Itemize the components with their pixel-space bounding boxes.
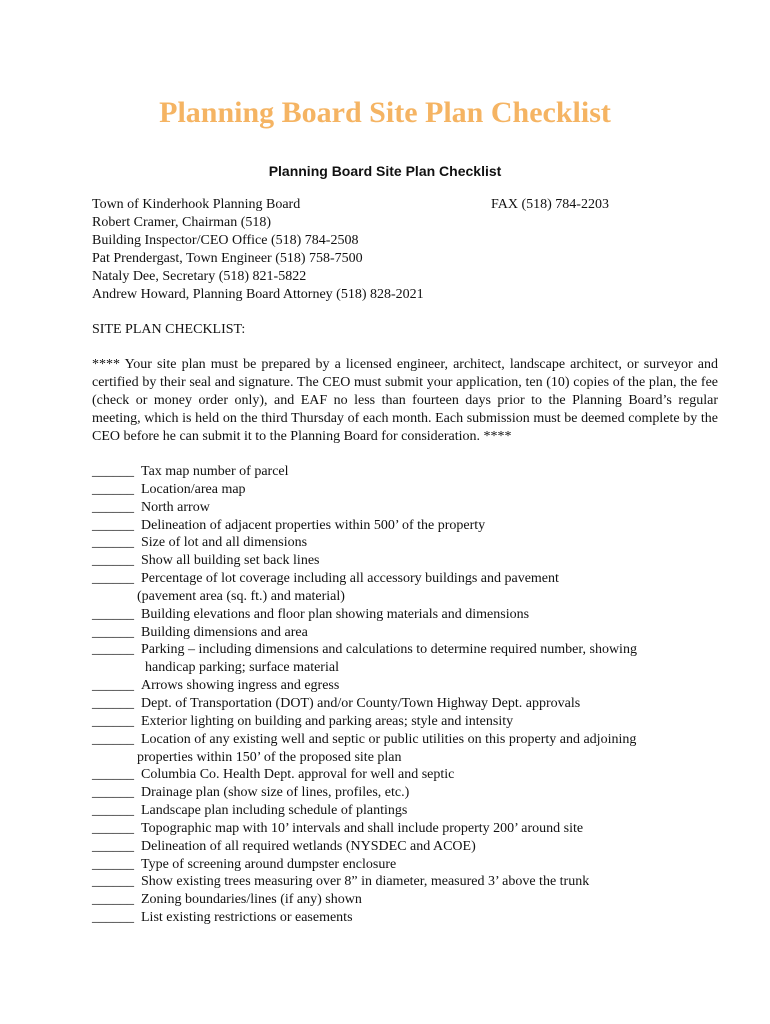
checklist-item-text: Dept. of Transportation (DOT) and/or County/Town Highway Dept. approvals xyxy=(141,695,581,711)
checklist-blank[interactable]: ______ xyxy=(92,553,134,569)
checklist-blank[interactable]: ______ xyxy=(92,874,134,890)
checklist-blank[interactable]: ______ xyxy=(92,678,134,694)
checklist-blank[interactable]: ______ xyxy=(92,535,134,551)
document-title: Planning Board Site Plan Checklist xyxy=(159,96,611,129)
checklist-item xyxy=(92,820,732,838)
checklist-blank[interactable]: ______ xyxy=(92,820,134,836)
contact-line: Building Inspector/CEO Office (518) 784-2508 xyxy=(92,233,359,248)
checklist-blank[interactable]: ______ xyxy=(92,499,134,515)
checklist-blank[interactable]: ______ xyxy=(92,606,134,622)
checklist-item xyxy=(92,695,732,713)
checklist-item xyxy=(92,802,732,820)
checklist-item xyxy=(92,552,732,570)
checklist-blank[interactable]: ______ xyxy=(92,910,134,926)
checklist-item xyxy=(92,534,732,552)
checklist-item xyxy=(92,784,732,802)
checklist-item xyxy=(92,499,732,517)
checklist-item-text: Topographic map with 10’ intervals and shall include property 200’ around site xyxy=(141,820,584,836)
checklist-blank[interactable]: ______ xyxy=(92,481,134,497)
checklist-blank[interactable]: ______ xyxy=(92,767,134,783)
checklist-item-text: Landscape plan including schedule of plantings xyxy=(141,803,408,819)
checklist-item-text: Exterior lighting on building and parking areas; style and intensity xyxy=(141,713,514,729)
checklist-blank[interactable]: ______ xyxy=(92,838,134,854)
checklist-item-text: Zoning boundaries/lines (if any) shown xyxy=(141,892,362,908)
contact-line: Robert Cramer, Chairman (518) xyxy=(92,215,272,230)
checklist-item-text: North arrow xyxy=(141,499,210,515)
fax-number: FAX (518) 784-2203 xyxy=(491,197,609,212)
checklist-item-continuation: properties within 150’ of the proposed site plan xyxy=(137,749,402,765)
site-plan-checklist xyxy=(92,463,732,927)
checklist-item xyxy=(92,641,732,677)
contact-line: Pat Prendergast, Town Engineer (518) 758-7500 xyxy=(92,251,363,266)
checklist-item xyxy=(92,481,732,499)
document-subtitle: Planning Board Site Plan Checklist xyxy=(268,163,502,179)
checklist-item xyxy=(92,838,732,856)
checklist-item-text: List existing restrictions or easements xyxy=(141,910,353,926)
checklist-blank[interactable]: ______ xyxy=(92,464,134,479)
submission-notice: **** Your site plan must be prepared by a licensed engineer, architect, landscape architect, or surveyor and certified by their seal and signature. The CEO must submit your application, ten (10) copies of the plan, the fee (check or money order only), and EAF no less than fourteen days prior to the Planning Board’s regular meeting, which is held on the third Thursday of each month. Each submission must be deemed complete by the CEO before he can submit it to the Planning Board for consideration. **** xyxy=(92,357,718,444)
checklist-blank[interactable]: ______ xyxy=(92,803,134,819)
checklist-item xyxy=(92,766,732,784)
checklist-blank[interactable]: ______ xyxy=(92,731,134,747)
checklist-blank[interactable]: ______ xyxy=(92,642,134,658)
checklist-item-continuation: handicap parking; surface material xyxy=(145,660,339,676)
checklist-item xyxy=(92,624,732,642)
checklist-item xyxy=(92,873,732,891)
checklist-blank[interactable]: ______ xyxy=(92,695,134,711)
checklist-item-text: Size of lot and all dimensions xyxy=(141,535,308,551)
checklist-item-continuation: (pavement area (sq. ft.) and material) xyxy=(137,588,345,604)
checklist-item-text: Delineation of all required wetlands (NYSDEC and ACOE) xyxy=(141,838,476,854)
contact-line: Nataly Dee, Secretary (518) 821-5822 xyxy=(92,269,307,284)
checklist-item xyxy=(92,713,732,731)
checklist-item-text: Building dimensions and area xyxy=(141,624,308,640)
checklist-item-text: Percentage of lot coverage including all accessory buildings and pavement xyxy=(141,571,559,587)
checklist-item xyxy=(92,731,732,767)
checklist-item-text: Columbia Co. Health Dept. approval for well and septic xyxy=(141,767,455,783)
checklist-item xyxy=(92,891,732,909)
checklist-item-text: Parking – including dimensions and calculations to determine required number, showing xyxy=(141,642,637,658)
checklist-item xyxy=(92,463,732,481)
checklist-item-text: Location of any existing well and septic or public utilities on this property and adjoining xyxy=(141,731,637,747)
checklist-item xyxy=(92,856,732,874)
checklist-item xyxy=(92,570,732,606)
checklist-blank[interactable]: ______ xyxy=(92,624,134,640)
checklist-blank[interactable]: ______ xyxy=(92,892,134,908)
checklist-item-text: Delineation of adjacent properties within 500’ of the property xyxy=(141,517,486,533)
checklist-item-text: Drainage plan (show size of lines, profiles, etc.) xyxy=(141,785,410,801)
checklist-item-text: Type of screening around dumpster enclosure xyxy=(141,856,397,872)
checklist-item-text: Show existing trees measuring over 8” in diameter, measured 3’ above the trunk xyxy=(141,874,590,890)
checklist-blank[interactable]: ______ xyxy=(92,571,134,587)
checklist-blank[interactable]: ______ xyxy=(92,713,134,729)
checklist-blank[interactable]: ______ xyxy=(92,785,134,801)
checklist-item xyxy=(92,606,732,624)
checklist-item-text: Building elevations and floor plan showing materials and dimensions xyxy=(141,606,530,622)
contact-line: Andrew Howard, Planning Board Attorney (518) 828-2021 xyxy=(92,287,424,302)
checklist-item xyxy=(92,677,732,695)
checklist-item-text: Location/area map xyxy=(141,481,246,497)
checklist-item-text: Tax map number of parcel xyxy=(141,464,289,479)
checklist-blank[interactable]: ______ xyxy=(92,517,134,533)
checklist-item-text: Arrows showing ingress and egress xyxy=(141,678,340,694)
section-heading: SITE PLAN CHECKLIST: xyxy=(92,322,246,337)
checklist-blank[interactable]: ______ xyxy=(92,856,134,872)
checklist-item xyxy=(92,909,732,927)
checklist-item-text: Show all building set back lines xyxy=(141,553,320,569)
contact-line: Town of Kinderhook Planning Board xyxy=(92,197,301,212)
checklist-item xyxy=(92,517,732,535)
